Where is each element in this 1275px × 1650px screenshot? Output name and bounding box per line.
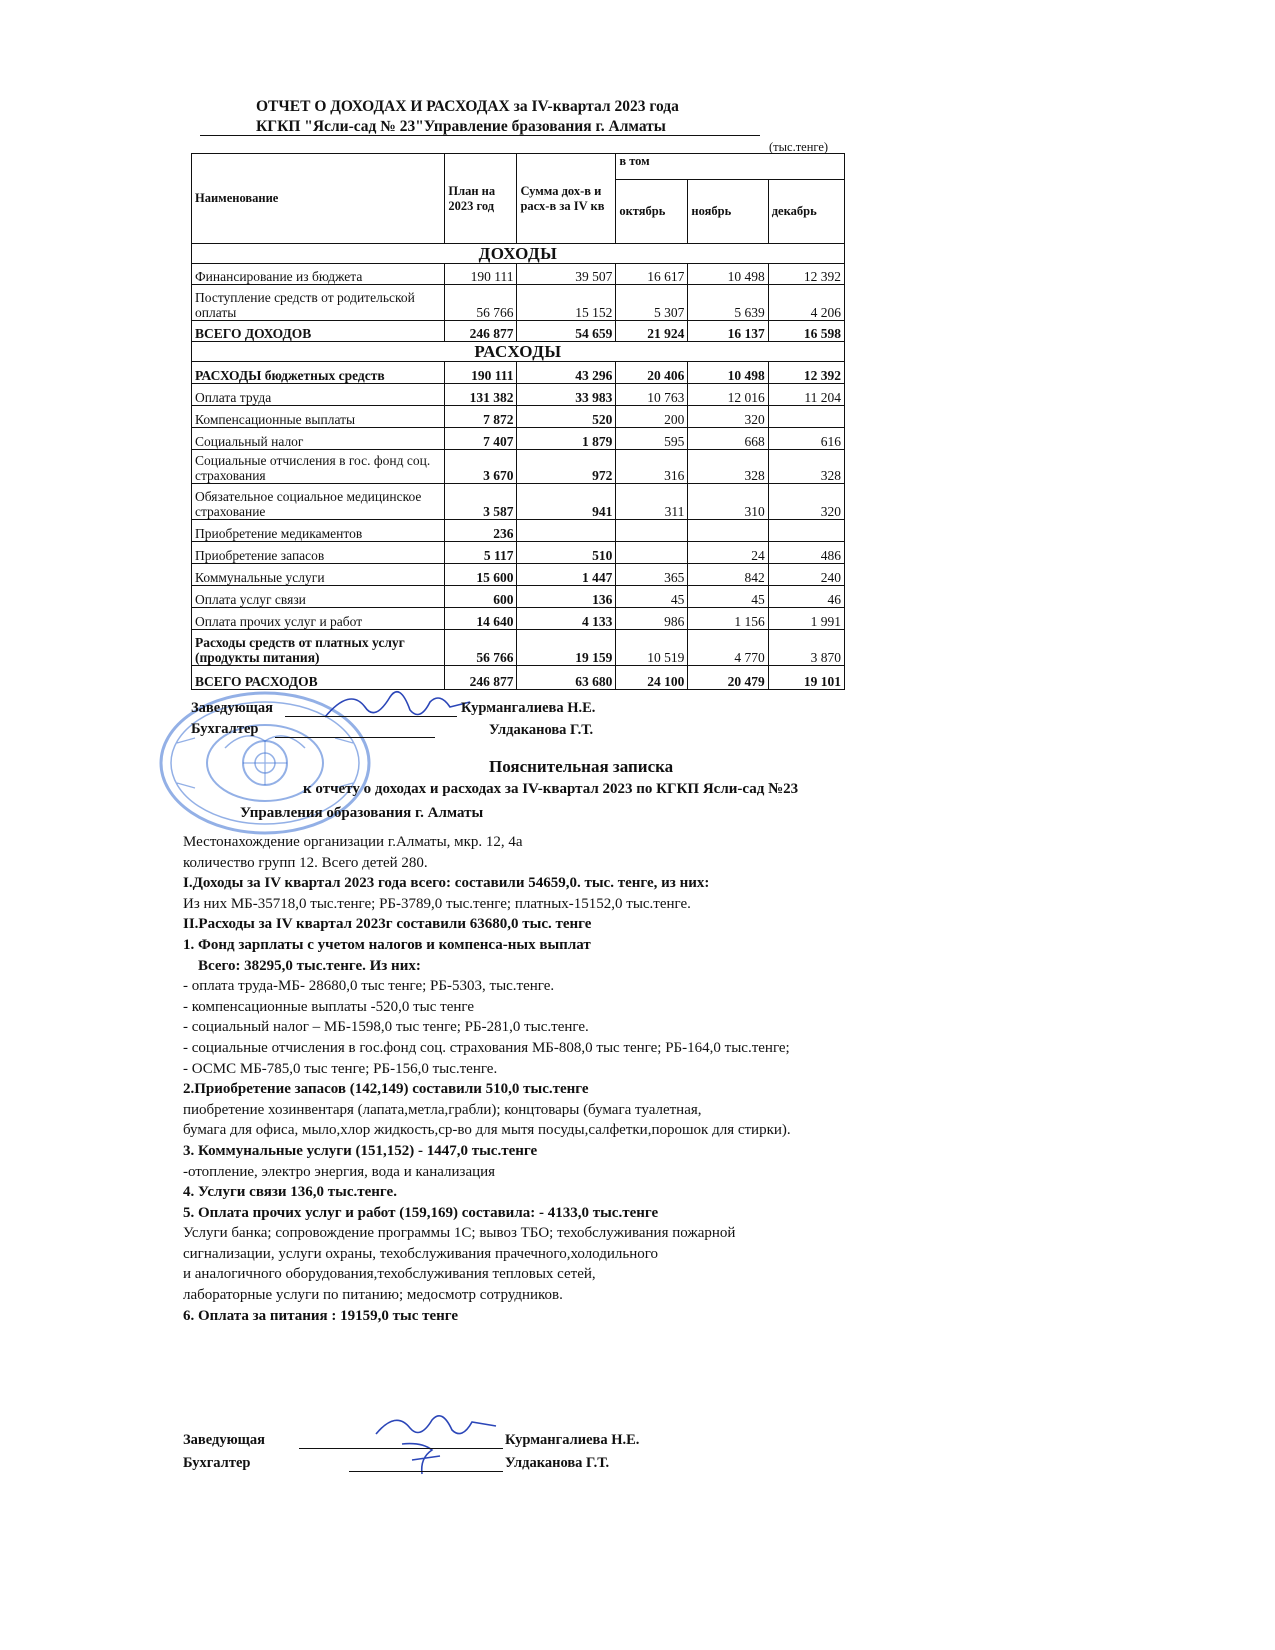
cell-dec: 1 991 bbox=[768, 608, 844, 630]
cell-sum: 136 bbox=[517, 586, 616, 608]
cell-sum: 39 507 bbox=[517, 264, 616, 285]
note-line: - социальные отчисления в гос.фонд соц. страхования МБ-808,0 тыс тенге; РБ-164,0 тыс.тенге; bbox=[183, 1039, 790, 1056]
table-row bbox=[192, 542, 845, 564]
report-table bbox=[191, 153, 845, 690]
cell-oct bbox=[616, 542, 688, 564]
cell-sum: 520 bbox=[517, 406, 616, 428]
head-role-bottom: Заведующая bbox=[183, 1432, 265, 1448]
cell-dec: 12 392 bbox=[768, 264, 844, 285]
cell-name: Расходы средств от платных услуг (продукты питания) bbox=[192, 630, 445, 666]
cell-oct: 21 924 bbox=[616, 321, 688, 342]
cell-oct: 10 763 bbox=[616, 384, 688, 406]
signature-icon bbox=[320, 682, 480, 732]
note-subtitle-2: Управления образования г. Алматы bbox=[240, 805, 484, 821]
table-row bbox=[192, 264, 845, 285]
report-organization: КГКП "Ясли-сад № 23"Управление бразования г. Алматы bbox=[256, 118, 666, 135]
cell-sum: 972 bbox=[517, 450, 616, 484]
cell-oct: 200 bbox=[616, 406, 688, 428]
note-subtitle: к отчету о доходах и расходах за IV-квартал 2023 по КГКП Ясли-сад №23 bbox=[303, 781, 799, 797]
table-row bbox=[192, 321, 845, 342]
note-line: - компенсационные выплаты -520,0 тыс тенге bbox=[183, 998, 474, 1015]
cell-plan: 246 877 bbox=[445, 321, 517, 342]
note-line: Всего: 38295,0 тыс.тенге. Из них: bbox=[183, 957, 421, 974]
table-row bbox=[192, 450, 845, 484]
table-row bbox=[192, 428, 845, 450]
cell-name: Оплата труда bbox=[192, 384, 445, 406]
cell-plan: 56 766 bbox=[445, 630, 517, 666]
cell-oct: 311 bbox=[616, 484, 688, 520]
cell-plan: 56 766 bbox=[445, 285, 517, 321]
cell-plan: 14 640 bbox=[445, 608, 517, 630]
cell-dec bbox=[768, 520, 844, 542]
cell-dec: 16 598 bbox=[768, 321, 844, 342]
cell-sum: 19 159 bbox=[517, 630, 616, 666]
accountant-name-top: Улдаканова Г.Т. bbox=[489, 722, 594, 738]
cell-nov: 1 156 bbox=[688, 608, 768, 630]
cell-oct: 20 406 bbox=[616, 362, 688, 384]
cell-oct: 45 bbox=[616, 586, 688, 608]
note-line: 1. Фонд зарплаты с учетом налогов и компенса-ных выплат bbox=[183, 936, 591, 953]
cell-nov: 5 639 bbox=[688, 285, 768, 321]
cell-dec: 616 bbox=[768, 428, 844, 450]
note-line: 2.Приобретение запасов (142,149) составили 510,0 тыс.тенге bbox=[183, 1081, 589, 1098]
cell-name: Оплата прочих услуг и работ bbox=[192, 608, 445, 630]
cell-name: Коммунальные услуги bbox=[192, 564, 445, 586]
table-row bbox=[192, 362, 845, 384]
cell-nov: 842 bbox=[688, 564, 768, 586]
note-line: и аналогичного оборудования,техобслуживания тепловых сетей, bbox=[183, 1266, 596, 1283]
cell-sum: 4 133 bbox=[517, 608, 616, 630]
table-row bbox=[192, 484, 845, 520]
cell-dec: 328 bbox=[768, 450, 844, 484]
cell-nov: 10 498 bbox=[688, 264, 768, 285]
note-body bbox=[183, 832, 1183, 1326]
cell-name: Приобретение медикаментов bbox=[192, 520, 445, 542]
note-line: II.Расходы за IV квартал 2023г составили 63680,0 тыс. тенге bbox=[183, 916, 592, 933]
note-line: количество групп 12. Всего детей 280. bbox=[183, 854, 428, 871]
expense-section-label: РАСХОДЫ bbox=[192, 342, 845, 362]
accountant-name-bottom: Улдаканова Г.Т. bbox=[505, 1455, 610, 1471]
cell-dec: 486 bbox=[768, 542, 844, 564]
cell-sum: 1 447 bbox=[517, 564, 616, 586]
accountant-signature-line-bottom bbox=[349, 1471, 503, 1472]
note-line: Местонахождение организации г.Алматы, мкр. 12, 4а bbox=[183, 834, 523, 850]
note-line: - социальный налог – МБ-1598,0 тыс тенге; РБ-281,0 тыс.тенге. bbox=[183, 1019, 589, 1036]
cell-dec: 3 870 bbox=[768, 630, 844, 666]
col-group-header: в том bbox=[616, 154, 845, 180]
table-row bbox=[192, 666, 845, 690]
income-rows bbox=[192, 264, 845, 342]
report-title: ОТЧЕТ О ДОХОДАХ И РАСХОДАХ за IV-квартал 2023 года bbox=[256, 98, 679, 115]
cell-oct: 5 307 bbox=[616, 285, 688, 321]
note-line: лабораторные услуги по питанию; медосмотр сотрудников. bbox=[183, 1287, 563, 1304]
cell-plan: 7 407 bbox=[445, 428, 517, 450]
cell-nov: 20 479 bbox=[688, 666, 768, 690]
table-row bbox=[192, 630, 845, 666]
cell-nov bbox=[688, 520, 768, 542]
cell-name: Приобретение запасов bbox=[192, 542, 445, 564]
note-line: 6. Оплата за питания : 19159,0 тыс тенге bbox=[183, 1307, 459, 1324]
col-name-header: Наименование bbox=[192, 154, 445, 244]
cell-name: Обязательное социальное медицинское страхование bbox=[192, 484, 445, 520]
col-dec-header: декабрь bbox=[768, 180, 844, 244]
cell-name: ВСЕГО РАСХОДОВ bbox=[192, 666, 445, 690]
cell-name: Компенсационные выплаты bbox=[192, 406, 445, 428]
col-sum-header: Сумма дох-в и расх-в за IV кв bbox=[517, 154, 616, 244]
cell-dec: 4 206 bbox=[768, 285, 844, 321]
cell-nov: 4 770 bbox=[688, 630, 768, 666]
signature-icon bbox=[392, 1438, 452, 1478]
accountant-signature-line-top bbox=[275, 737, 435, 738]
cell-sum: 510 bbox=[517, 542, 616, 564]
cell-dec: 12 392 bbox=[768, 362, 844, 384]
note-line: пиобретение хозинвентаря (лапата,метла,грабли); концтовары (бумага туалетная, bbox=[183, 1101, 702, 1118]
cell-dec: 320 bbox=[768, 484, 844, 520]
title-underline bbox=[200, 135, 760, 136]
cell-nov: 668 bbox=[688, 428, 768, 450]
cell-oct: 16 617 bbox=[616, 264, 688, 285]
cell-sum: 43 296 bbox=[517, 362, 616, 384]
cell-nov: 45 bbox=[688, 586, 768, 608]
cell-oct: 10 519 bbox=[616, 630, 688, 666]
head-name-bottom: Курмангалиева Н.Е. bbox=[505, 1432, 640, 1448]
note-line: 5. Оплата прочих услуг и работ (159,169) составила: - 4133,0 тыс.тенге bbox=[183, 1204, 659, 1221]
cell-name: Социальный налог bbox=[192, 428, 445, 450]
cell-dec: 46 bbox=[768, 586, 844, 608]
table-row bbox=[192, 384, 845, 406]
cell-oct bbox=[616, 520, 688, 542]
cell-nov: 310 bbox=[688, 484, 768, 520]
cell-oct: 595 bbox=[616, 428, 688, 450]
note-line: 4. Услуги связи 136,0 тыс.тенге. bbox=[183, 1184, 397, 1201]
col-nov-header: ноябрь bbox=[688, 180, 768, 244]
cell-plan: 190 111 bbox=[445, 264, 517, 285]
cell-plan: 15 600 bbox=[445, 564, 517, 586]
cell-plan: 246 877 bbox=[445, 666, 517, 690]
cell-sum: 15 152 bbox=[517, 285, 616, 321]
cell-dec: 240 bbox=[768, 564, 844, 586]
cell-name: Финансирование из бюджета bbox=[192, 264, 445, 285]
cell-oct: 24 100 bbox=[616, 666, 688, 690]
cell-plan: 3 587 bbox=[445, 484, 517, 520]
head-role-top: Заведующая bbox=[191, 700, 273, 716]
note-line: Из них МБ-35718,0 тыс.тенге; РБ-3789,0 тыс.тенге; платных-15152,0 тыс.тенге. bbox=[183, 895, 691, 912]
col-plan-header: План на 2023 год bbox=[445, 154, 517, 244]
table-row bbox=[192, 285, 845, 321]
cell-nov: 16 137 bbox=[688, 321, 768, 342]
note-line: - ОСМС МБ-785,0 тыс тенге; РБ-156,0 тыс.тенге. bbox=[183, 1060, 498, 1077]
cell-plan: 7 872 bbox=[445, 406, 517, 428]
expense-rows bbox=[192, 362, 845, 690]
cell-name: Поступление средств от родительской оплаты bbox=[192, 285, 445, 321]
note-line: сигнализации, услуги охраны, техобслуживания прачечного,холодильного bbox=[183, 1245, 659, 1262]
cell-nov: 10 498 bbox=[688, 362, 768, 384]
cell-nov: 12 016 bbox=[688, 384, 768, 406]
cell-oct: 316 bbox=[616, 450, 688, 484]
note-line: -отопление, электро энергия, вода и канализация bbox=[183, 1163, 496, 1180]
accountant-role-top: Бухгалтер bbox=[191, 721, 259, 737]
cell-name: РАСХОДЫ бюджетных средств bbox=[192, 362, 445, 384]
cell-dec: 11 204 bbox=[768, 384, 844, 406]
unit-label: (тыс.тенге) bbox=[769, 140, 829, 154]
head-signature-line-top bbox=[285, 716, 457, 717]
income-section-label: ДОХОДЫ bbox=[192, 244, 845, 264]
cell-dec: 19 101 bbox=[768, 666, 844, 690]
cell-oct: 365 bbox=[616, 564, 688, 586]
cell-sum: 63 680 bbox=[517, 666, 616, 690]
table-header-row bbox=[192, 154, 845, 180]
accountant-role-bottom: Бухгалтер bbox=[183, 1455, 251, 1471]
cell-name: Социальные отчисления в гос. фонд соц. страхования bbox=[192, 450, 445, 484]
col-oct-header: октябрь bbox=[616, 180, 688, 244]
cell-plan: 190 111 bbox=[445, 362, 517, 384]
cell-nov: 320 bbox=[688, 406, 768, 428]
cell-plan: 236 bbox=[445, 520, 517, 542]
cell-oct: 986 bbox=[616, 608, 688, 630]
cell-sum: 33 983 bbox=[517, 384, 616, 406]
note-line: Услуги банка; сопровождение программы 1С; вывоз ТБО; техобслуживания пожарной bbox=[183, 1225, 736, 1242]
note-line: бумага для офиса, мыло,хлор жидкость,ср-во для мытя посуды,салфетки,порошок для стирки). bbox=[183, 1122, 791, 1139]
cell-plan: 131 382 bbox=[445, 384, 517, 406]
cell-dec bbox=[768, 406, 844, 428]
note-line: - оплата труда-МБ- 28680,0 тыс тенге; РБ-5303, тыс.тенге. bbox=[183, 978, 555, 995]
table-row bbox=[192, 586, 845, 608]
table-row bbox=[192, 406, 845, 428]
cell-sum: 54 659 bbox=[517, 321, 616, 342]
head-name-top: Курмангалиева Н.Е. bbox=[461, 700, 596, 716]
table-row bbox=[192, 608, 845, 630]
cell-nov: 328 bbox=[688, 450, 768, 484]
cell-sum: 1 879 bbox=[517, 428, 616, 450]
cell-name: Оплата услуг связи bbox=[192, 586, 445, 608]
cell-nov: 24 bbox=[688, 542, 768, 564]
cell-plan: 3 670 bbox=[445, 450, 517, 484]
cell-plan: 5 117 bbox=[445, 542, 517, 564]
note-title: Пояснительная записка bbox=[489, 757, 674, 776]
table-row bbox=[192, 520, 845, 542]
cell-plan: 600 bbox=[445, 586, 517, 608]
note-line: I.Доходы за IV квартал 2023 года всего: составили 54659,0. тыс. тенге, из них: bbox=[183, 875, 710, 892]
table-row bbox=[192, 564, 845, 586]
cell-sum: 941 bbox=[517, 484, 616, 520]
note-line: 3. Коммунальные услуги (151,152) - 1447,0 тыс.тенге bbox=[183, 1142, 538, 1159]
cell-sum bbox=[517, 520, 616, 542]
cell-name: ВСЕГО ДОХОДОВ bbox=[192, 321, 445, 342]
head-signature-line-bottom bbox=[299, 1448, 503, 1449]
